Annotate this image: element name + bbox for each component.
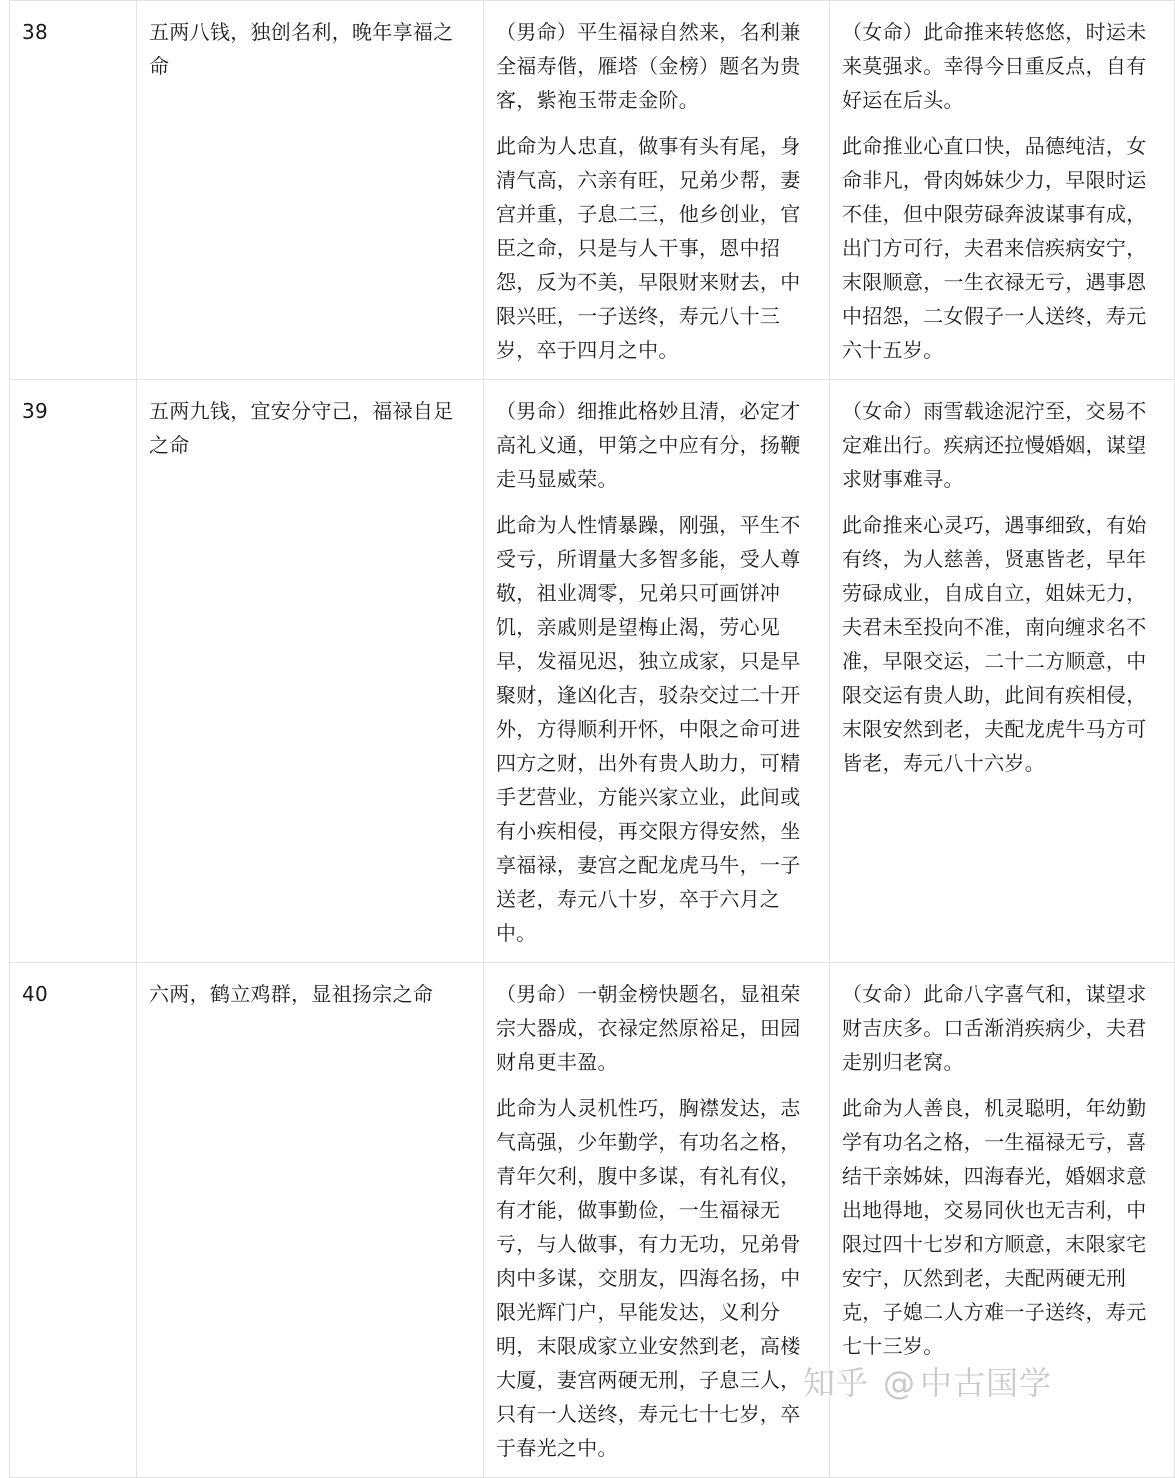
row-number: 38 (10, 1, 137, 380)
female-fortune-cell (830, 380, 1175, 963)
male-fortune-cell (484, 1, 830, 380)
table-row (10, 380, 1175, 963)
male-poem: （男命）平生福禄自然来，名利兼全福寿偕，雁塔（金榜）题名为贵客，紫袍玉带走金阶。 (496, 20, 801, 112)
female-poem: （女命）此命推来转悠悠，时运未来莫强求。幸得今日重反点，自有好运在后头。 (842, 20, 1147, 112)
weight-title: 五两九钱，宜安分守己，福禄自足之命 (137, 380, 484, 963)
female-poem: （女命）雨雪载途泥泞至，交易不定难出行。疾病还拉慢婚姻，谋望求财事难寻。 (842, 399, 1147, 491)
watermark-site: 知乎 (802, 1364, 869, 1402)
table-row (10, 1, 1175, 380)
male-description: 此命为人忠直，做事有头有尾，身清气高，六亲有旺，兄弟少帮，妻宫并重，子息二三，他乡创业，官臣之命，只是与人干事，恩中招怨，反为不美，早限财来财去，中限兴旺，一子送终，寿元八十三岁，卒于四月之中。 (496, 134, 801, 362)
male-poem: （男命）一朝金榜快题名，显祖荣宗大器成，衣禄定然原裕足，田园财帛更丰盈。 (496, 982, 801, 1074)
watermark-at: @ (882, 1364, 916, 1402)
female-fortune-cell (830, 1, 1175, 380)
weight-title: 五两八钱，独创名利，晚年享福之命 (137, 1, 484, 380)
female-description: 此命推业心直口快，品德纯洁，女命非凡，骨肉姊妹少力，早限时运不佳，但中限劳碌奔波谋事有成，出门方可行，夫君来信疾病安宁，末限顺意，一生衣禄无亏，遇事恩中招怨，二女假子一人送终，寿元六十五岁。 (842, 134, 1147, 362)
male-poem: （男命）细推此格妙且清，必定才高礼义通，甲第之中应有分，扬鞭走马显威荣。 (496, 399, 801, 491)
male-description: 此命为人性情暴躁，刚强，平生不受亏，所谓量大多智多能，受人尊敬，祖业凋零，兄弟只可画饼冲饥，亲戚则是望梅止渴，劳心见早，发福见迟，独立成家，只是早聚财，逢凶化吉，驳杂交过二十开外，方得顺利开怀，中限之命可进四方之财，出外有贵人助力，可精手艺营业，方能兴家立业，此间或有小疾相侵，再交限方得安然，坐享福禄，妻宫之配龙虎马牛，一子送老，寿元八十岁，卒于六月之中。 (496, 513, 801, 945)
female-poem: （女命）此命八字喜气和，谋望求财吉庆多。口舌渐消疾病少，夫君走别归老窝。 (842, 982, 1147, 1074)
row-number: 40 (10, 963, 137, 1478)
male-fortune-cell (484, 963, 830, 1478)
female-description: 此命为人善良，机灵聪明，年幼勤学有功名之格，一生福禄无亏，喜结干亲姊妹，四海春光，婚姻求意出地得地，交易同伙也无吉利，中限过四十七岁和方顺意，末限家宅安宁，仄然到老，夫配两硬无刑克，子媳二人方难一子送终，寿元七十三岁。 (842, 1096, 1147, 1358)
male-fortune-cell (484, 380, 830, 963)
female-description: 此命推来心灵巧，遇事细致，有始有终，为人慈善，贤惠皆老，早年劳碌成业，自成自立，姐妹无力，夫君未至投向不准，南向缠求名不准，早限交运，二十二方顺意，中限交运有贵人助，此间有疾相侵，末限安然到老，夫配龙虎牛马方可皆老，寿元八十六岁。 (842, 513, 1147, 775)
watermark-author: 中古国学 (919, 1364, 1052, 1402)
row-number: 39 (10, 380, 137, 963)
fortune-table (9, 0, 1175, 1478)
watermark (803, 1358, 1052, 1404)
male-description: 此命为人灵机性巧，胸襟发达，志气高强，少年勤学，有功名之格，青年欠利，腹中多谋，有礼有仪，有才能，做事勤俭，一生福禄无亏，与人做事，有力无功，兄弟骨肉中多谋，交朋友，四海名扬，中限光辉门户，早能发达，义利分明，末限成家立业安然到老，高楼大厦，妻宫两硬无刑，子息三人，只有一人送终，寿元七十七岁，卒于春光之中。 (496, 1096, 801, 1460)
weight-title: 六两，鹤立鸡群，显祖扬宗之命 (137, 963, 484, 1478)
